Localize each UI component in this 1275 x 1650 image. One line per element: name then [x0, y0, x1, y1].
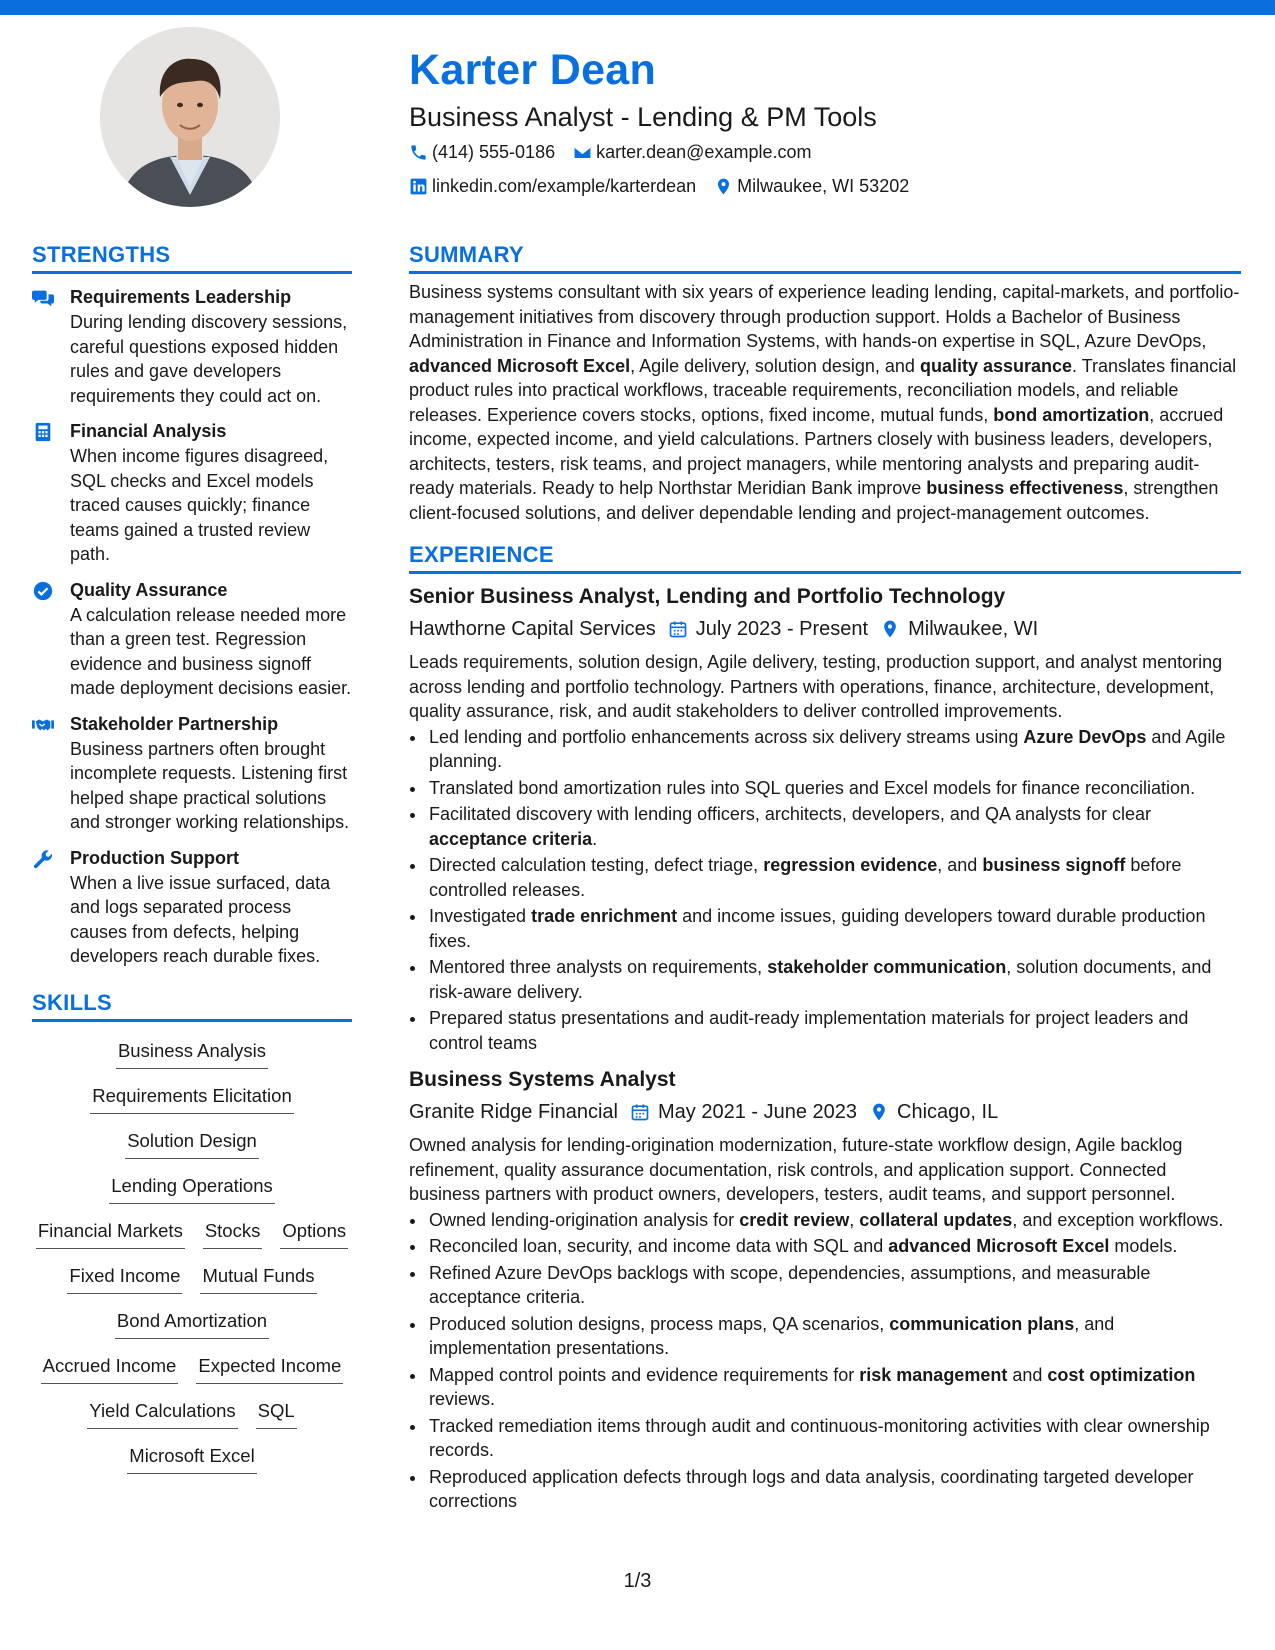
- skill-row: [32, 1126, 352, 1171]
- job-location: Milwaukee, WI: [908, 618, 1039, 640]
- job-bullet: [427, 904, 1241, 953]
- skill-tag: Financial Markets: [36, 1216, 185, 1249]
- job-bullet: [427, 1465, 1241, 1514]
- job-bullet: [427, 1312, 1241, 1361]
- job-bullet: [427, 1006, 1241, 1055]
- strength-text: Business partners often brought incomplete requests. Listening first helped shape practical solutions and stronger working relationships.: [70, 738, 350, 832]
- strength-text: When income figures disagreed, SQL checks and Excel models traced causes quickly; finance teams gained a trusted review path.: [70, 446, 329, 564]
- strength-heading: Production Support: [70, 847, 239, 868]
- skill-tag: Solution Design: [125, 1126, 259, 1159]
- left-column: [32, 241, 352, 1486]
- bold-phrase: trade enrichment: [531, 906, 678, 926]
- top-accent-bar: [0, 0, 1275, 15]
- bold-phrase: quality assurance: [919, 355, 1073, 376]
- job-bullet: [427, 955, 1241, 1004]
- strength-heading: Financial Analysis: [70, 421, 227, 441]
- skill-tag: Lending Operations: [109, 1171, 274, 1204]
- skill-row: [32, 1351, 352, 1396]
- job-bullet: [427, 1208, 1241, 1233]
- email-address[interactable]: karter.dean@example.com: [596, 142, 812, 162]
- bold-phrase: credit review: [739, 1209, 850, 1230]
- text-fragment: .: [592, 828, 598, 849]
- skill-row: [32, 1081, 352, 1126]
- envelope-icon: [573, 143, 592, 162]
- job-dates: May 2021 - June 2023: [658, 1101, 858, 1123]
- skill-tag: Requirements Elicitation: [90, 1081, 293, 1114]
- job-company: Hawthorne Capital Services: [409, 618, 656, 640]
- text-fragment: Led lending and portfolio enhancements across six delivery streams using: [429, 726, 1024, 747]
- skill-tag: Stocks: [203, 1216, 263, 1249]
- skill-tag: Fixed Income: [67, 1261, 182, 1294]
- strength-text: When a live issue surfaced, data and logs separated process causes from defects, helping developers reach durable fixes.: [70, 872, 331, 966]
- strength-text: During lending discovery sessions, careful questions exposed hidden rules and gave developers requirements they could act on.: [70, 312, 348, 406]
- candidate-name: Karter Dean: [409, 46, 657, 94]
- bold-phrase: bond amortization: [993, 404, 1150, 425]
- text-fragment: Prepared status presentations and audit-ready implementation materials for project leaders and control teams: [429, 1008, 1189, 1053]
- chat-bubbles-icon: [32, 287, 54, 309]
- skill-row: [32, 1036, 352, 1081]
- job-bullet: [427, 1234, 1241, 1259]
- job-dates: July 2023 - Present: [695, 618, 869, 640]
- contact-row-2: [409, 170, 1229, 202]
- wrench-icon: [32, 848, 54, 870]
- skill-row: [32, 1396, 352, 1441]
- text-fragment: Tracked remediation items through audit and continuous-monitoring activities with clear ownership records.: [429, 1415, 1210, 1460]
- strength-item: [32, 284, 352, 408]
- skills-list: [32, 1036, 352, 1486]
- skill-tag: Microsoft Excel: [127, 1441, 256, 1474]
- contact-row-1: [409, 136, 1229, 168]
- map-pin-icon: [880, 619, 900, 639]
- text-fragment: , and: [937, 855, 983, 875]
- text-fragment: Mapped control points and evidence requirements for: [429, 1364, 860, 1385]
- summary-text: [409, 280, 1241, 525]
- job-meta: [409, 614, 1241, 644]
- text-fragment: , and exception workflows.: [1012, 1209, 1224, 1230]
- text-fragment: Facilitated discovery with lending officers, architects, developers, and QA analysts for clear: [429, 804, 1152, 824]
- profile-photo: [100, 27, 280, 207]
- linkedin-url[interactable]: linkedin.com/example/karterdean: [432, 176, 697, 196]
- skill-row: [32, 1261, 352, 1306]
- text-fragment: models.: [1109, 1236, 1178, 1256]
- text-fragment: , and implementation presentations.: [429, 1313, 1115, 1358]
- candidate-title: Business Analyst - Lending & PM Tools: [409, 102, 877, 132]
- text-fragment: Directed calculation testing, defect triage,: [429, 855, 764, 875]
- text-fragment: Investigated: [429, 906, 532, 926]
- job-bullet: [427, 802, 1241, 851]
- job-description: Leads requirements, solution design, Agile delivery, testing, production support, and analyst mentoring across lending and portfolio technology. Partners with operations, finance, architecture, development, quality assurance, risk, and audit stakeholders to deliver controlled improvements.: [409, 652, 1223, 721]
- strength-text: A calculation release needed more than a green test. Regression evidence and business signoff made deployment decisions easier.: [70, 604, 352, 698]
- job-role: Senior Business Analyst, Lending and Portfolio Technology: [409, 585, 1006, 608]
- text-fragment: Mentored three analysts on requirements,: [429, 957, 768, 977]
- job-bullet: [427, 776, 1241, 801]
- calendar-icon: [630, 1102, 650, 1122]
- text-fragment: , Agile delivery, solution design, and: [630, 355, 920, 376]
- phone-number: (414) 555-0186: [432, 142, 556, 162]
- map-pin-icon: [869, 1102, 889, 1122]
- location-text: Milwaukee, WI 53202: [737, 176, 910, 196]
- text-fragment: and: [1007, 1364, 1048, 1385]
- page-number: 1/3: [623, 1570, 652, 1592]
- strength-item: [32, 845, 352, 969]
- bold-phrase: communication plans: [889, 1313, 1075, 1334]
- job-location: Chicago, IL: [897, 1101, 999, 1123]
- skill-row: [32, 1306, 352, 1351]
- strength-item: [32, 577, 352, 701]
- job-description: Owned analysis for lending-origination modernization, future-state workflow design, Agile backlog refinement, quality assurance documentation, risk controls, and application support. Connected business partners with product owners, developers, testers, audit teams, and support personnel.: [409, 1135, 1183, 1204]
- text-fragment: , strengthen client-focused solutions, and deliver dependable lending and project-management outcomes.: [409, 478, 1219, 523]
- map-pin-icon: [714, 177, 733, 196]
- resume-header: [409, 38, 1229, 202]
- skill-tag: Business Analysis: [116, 1036, 268, 1069]
- linkedin-contact[interactable]: [409, 174, 696, 198]
- strengths-heading: STRENGTHS: [32, 241, 352, 274]
- phone-contact: [409, 140, 555, 164]
- text-fragment: and Agile planning.: [429, 726, 1226, 771]
- job-entry: [409, 1065, 1241, 1514]
- bold-phrase: advanced Microsoft Excel: [409, 355, 631, 376]
- handshake-icon: [32, 714, 54, 736]
- text-fragment: Reproduced application defects through logs and data analysis, coordinating targeted developer corrections: [429, 1466, 1194, 1511]
- job-role: Business Systems Analyst: [409, 1068, 676, 1091]
- text-fragment: Produced solution designs, process maps, QA scenarios,: [429, 1313, 890, 1334]
- phone-icon: [409, 143, 428, 162]
- skill-tag: Accrued Income: [41, 1351, 179, 1384]
- text-fragment: . Translates financial product rules into practical workflows, traceable requirements, reconciliation models, and reliable releases. Experience covers stocks, options, fixed income, mutual funds,: [409, 355, 1237, 425]
- text-fragment: and income issues, guiding developers toward durable production fixes.: [429, 906, 1206, 951]
- summary-heading: SUMMARY: [409, 241, 1241, 274]
- job-bullets: [409, 725, 1241, 1056]
- bold-phrase: cost optimization: [1047, 1364, 1196, 1385]
- bold-phrase: Azure DevOps: [1023, 726, 1147, 747]
- skill-tag: Bond Amortization: [115, 1306, 269, 1339]
- experience-heading: EXPERIENCE: [409, 541, 1241, 574]
- linkedin-icon: [409, 177, 428, 196]
- skills-heading: SKILLS: [32, 989, 352, 1022]
- text-fragment: Owned lending-origination analysis for: [429, 1209, 740, 1230]
- job-company: Granite Ridge Financial: [409, 1101, 618, 1123]
- bold-phrase: business effectiveness: [926, 478, 1124, 498]
- text-fragment: Business systems consultant with six years of experience leading lending, capital-markets, and portfolio-management initiatives from discovery through production support. Holds a Bachelor of Business Administration in Finance and Information Systems, with hands-on expertise in SQL, Azure DevOps,: [409, 282, 1240, 351]
- text-fragment: , solution documents, and risk-aware delivery.: [429, 957, 1212, 1002]
- skill-tag: SQL: [256, 1396, 297, 1429]
- job-bullet: [427, 1414, 1241, 1463]
- email-contact[interactable]: [573, 140, 811, 164]
- skill-tag: Yield Calculations: [87, 1396, 237, 1429]
- strength-heading: Stakeholder Partnership: [70, 713, 279, 734]
- job-bullet: [427, 853, 1241, 902]
- text-fragment: Refined Azure DevOps backlogs with scope, dependencies, assumptions, and measurable acceptance criteria.: [429, 1262, 1151, 1307]
- bold-phrase: risk management: [859, 1364, 1008, 1385]
- job-bullet: [427, 1363, 1241, 1412]
- job-bullet: [427, 1261, 1241, 1310]
- bold-phrase: acceptance criteria: [429, 828, 593, 849]
- bold-phrase: business signoff: [982, 855, 1126, 875]
- strength-heading: Quality Assurance: [70, 579, 228, 600]
- skill-row: [32, 1171, 352, 1216]
- strength-item: [32, 711, 352, 835]
- text-fragment: before controlled releases.: [429, 855, 1182, 900]
- text-fragment: reviews.: [429, 1389, 496, 1409]
- skill-tag: Mutual Funds: [200, 1261, 316, 1294]
- bold-phrase: regression evidence: [763, 855, 938, 875]
- text-fragment: Reconciled loan, security, and income data with SQL and: [429, 1236, 889, 1256]
- bold-phrase: advanced Microsoft Excel: [888, 1236, 1110, 1256]
- strength-heading: Requirements Leadership: [70, 287, 292, 307]
- strength-item: [32, 418, 352, 567]
- skill-tag: Options: [280, 1216, 348, 1249]
- text-fragment: ,: [849, 1209, 860, 1230]
- skill-row: [32, 1441, 352, 1486]
- check-circle-icon: [32, 580, 54, 602]
- job-bullets: [409, 1208, 1241, 1514]
- job-entry: [409, 582, 1241, 1055]
- text-fragment: Translated bond amortization rules into SQL queries and Excel models for finance reconciliation.: [429, 777, 1196, 798]
- bold-phrase: stakeholder communication: [767, 957, 1007, 977]
- job-meta: [409, 1097, 1241, 1127]
- text-fragment: , accrued income, expected income, and yield calculations. Partners closely with business leaders, developers, architects, testers, risk teams, and project managers, while mentoring analysts and preparing audit-ready materials. Ready to help Northstar Meridian Bank improve: [409, 404, 1224, 498]
- calculator-icon: [32, 421, 54, 443]
- right-column: [409, 241, 1241, 1516]
- calendar-icon: [668, 619, 688, 639]
- job-bullet: [427, 725, 1241, 774]
- skill-tag: Expected Income: [196, 1351, 343, 1384]
- bold-phrase: collateral updates: [859, 1209, 1013, 1230]
- location-contact: [714, 174, 909, 198]
- skill-row: [32, 1216, 352, 1261]
